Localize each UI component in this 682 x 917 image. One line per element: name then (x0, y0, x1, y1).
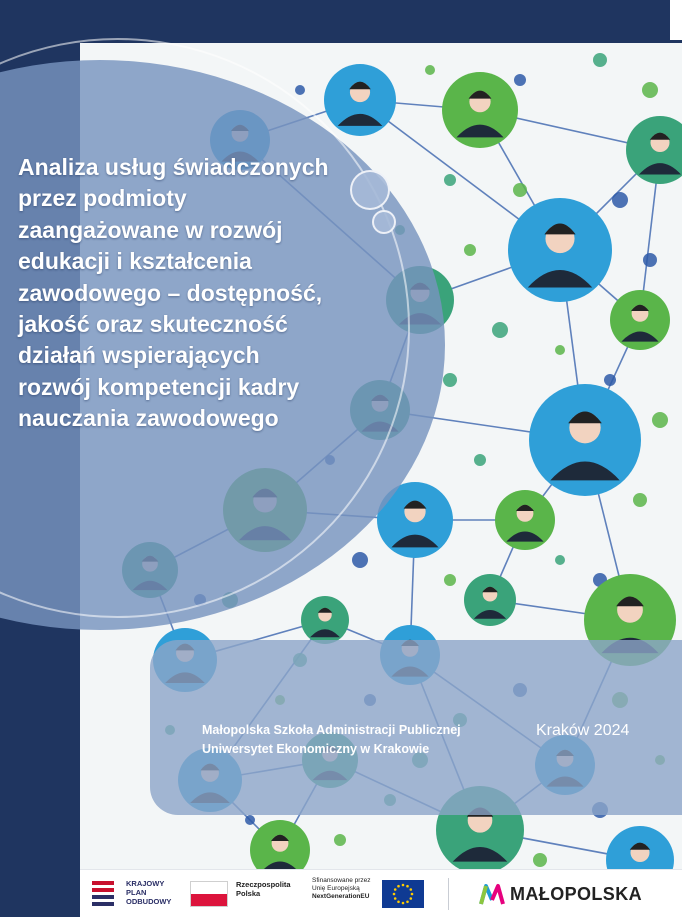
network-dot (643, 253, 657, 267)
kpo-label-line: ODBUDOWY (126, 897, 172, 906)
network-dot (513, 183, 527, 197)
eu-label-line: Sfinansowane przez (312, 877, 371, 884)
network-dot (295, 85, 305, 95)
network-dot (492, 322, 508, 338)
network-dot (652, 412, 668, 428)
title-line: jakość oraz skuteczność (18, 311, 288, 338)
network-dot (642, 82, 658, 98)
network-dot (464, 244, 476, 256)
title-line: edukacji i kształcenia (18, 248, 252, 275)
title-line: zawodowego – dostępność, (18, 279, 323, 306)
network-dot (593, 53, 607, 67)
network-dot (555, 555, 565, 565)
rzeczpospolita-logo (190, 879, 290, 911)
rp-label-line: Polska (236, 889, 261, 898)
kpo-emblem-icon (88, 878, 120, 910)
network-dot (444, 174, 456, 186)
kpo-logo (88, 878, 188, 910)
kpo-label-line: PLAN (126, 888, 147, 897)
malopolska-logo (478, 878, 678, 910)
eu-label-line: Unię Europejską (312, 885, 360, 892)
title-line: przez podmioty (18, 185, 187, 212)
network-dot (443, 373, 457, 387)
network-dot (633, 493, 647, 507)
eu-funding-logo (312, 877, 462, 911)
network-dot (334, 834, 346, 846)
malopolska-m-icon (478, 878, 506, 910)
network-dot (245, 815, 255, 825)
malopolska-label: MAŁOPOLSKA (510, 884, 642, 904)
network-dot (474, 454, 486, 466)
publisher-line: Małopolska Szkoła Administracji Publicznej (202, 723, 461, 737)
network-dot (425, 65, 435, 75)
network-dot (352, 552, 368, 568)
rzeczpospolita-label (236, 880, 291, 898)
eu-label-line: NextGenerationEU (312, 893, 370, 900)
network-dot (555, 345, 565, 355)
network-dot (444, 574, 456, 586)
eu-funding-label (312, 877, 371, 901)
kpo-label (126, 879, 171, 906)
network-dot (612, 192, 628, 208)
network-dot (514, 74, 526, 86)
title-line: nauczania zawodowego (18, 405, 279, 432)
network-dot (604, 374, 616, 386)
title-line: działań wspierających (18, 342, 260, 369)
network-dot (533, 853, 547, 867)
polish-flag-icon (190, 881, 228, 907)
title-line: Analiza usług świadczonych (18, 154, 329, 180)
funding-logos-footer (80, 869, 682, 917)
kpo-label-line: KRAJOWY (126, 879, 165, 888)
title-line: zaangażowane w rozwój (18, 216, 283, 243)
eu-flag-icon (382, 880, 424, 908)
publisher-line: Uniwersytet Ekonomiczny w Krakowie (202, 742, 430, 756)
report-title (18, 152, 378, 435)
title-line: rozwój kompetencji kadry (18, 373, 300, 400)
publisher-block (202, 721, 461, 759)
place-and-date: Kraków 2024 (536, 722, 630, 739)
footer-separator (448, 878, 449, 910)
rp-label-line: Rzeczpospolita (236, 880, 291, 889)
